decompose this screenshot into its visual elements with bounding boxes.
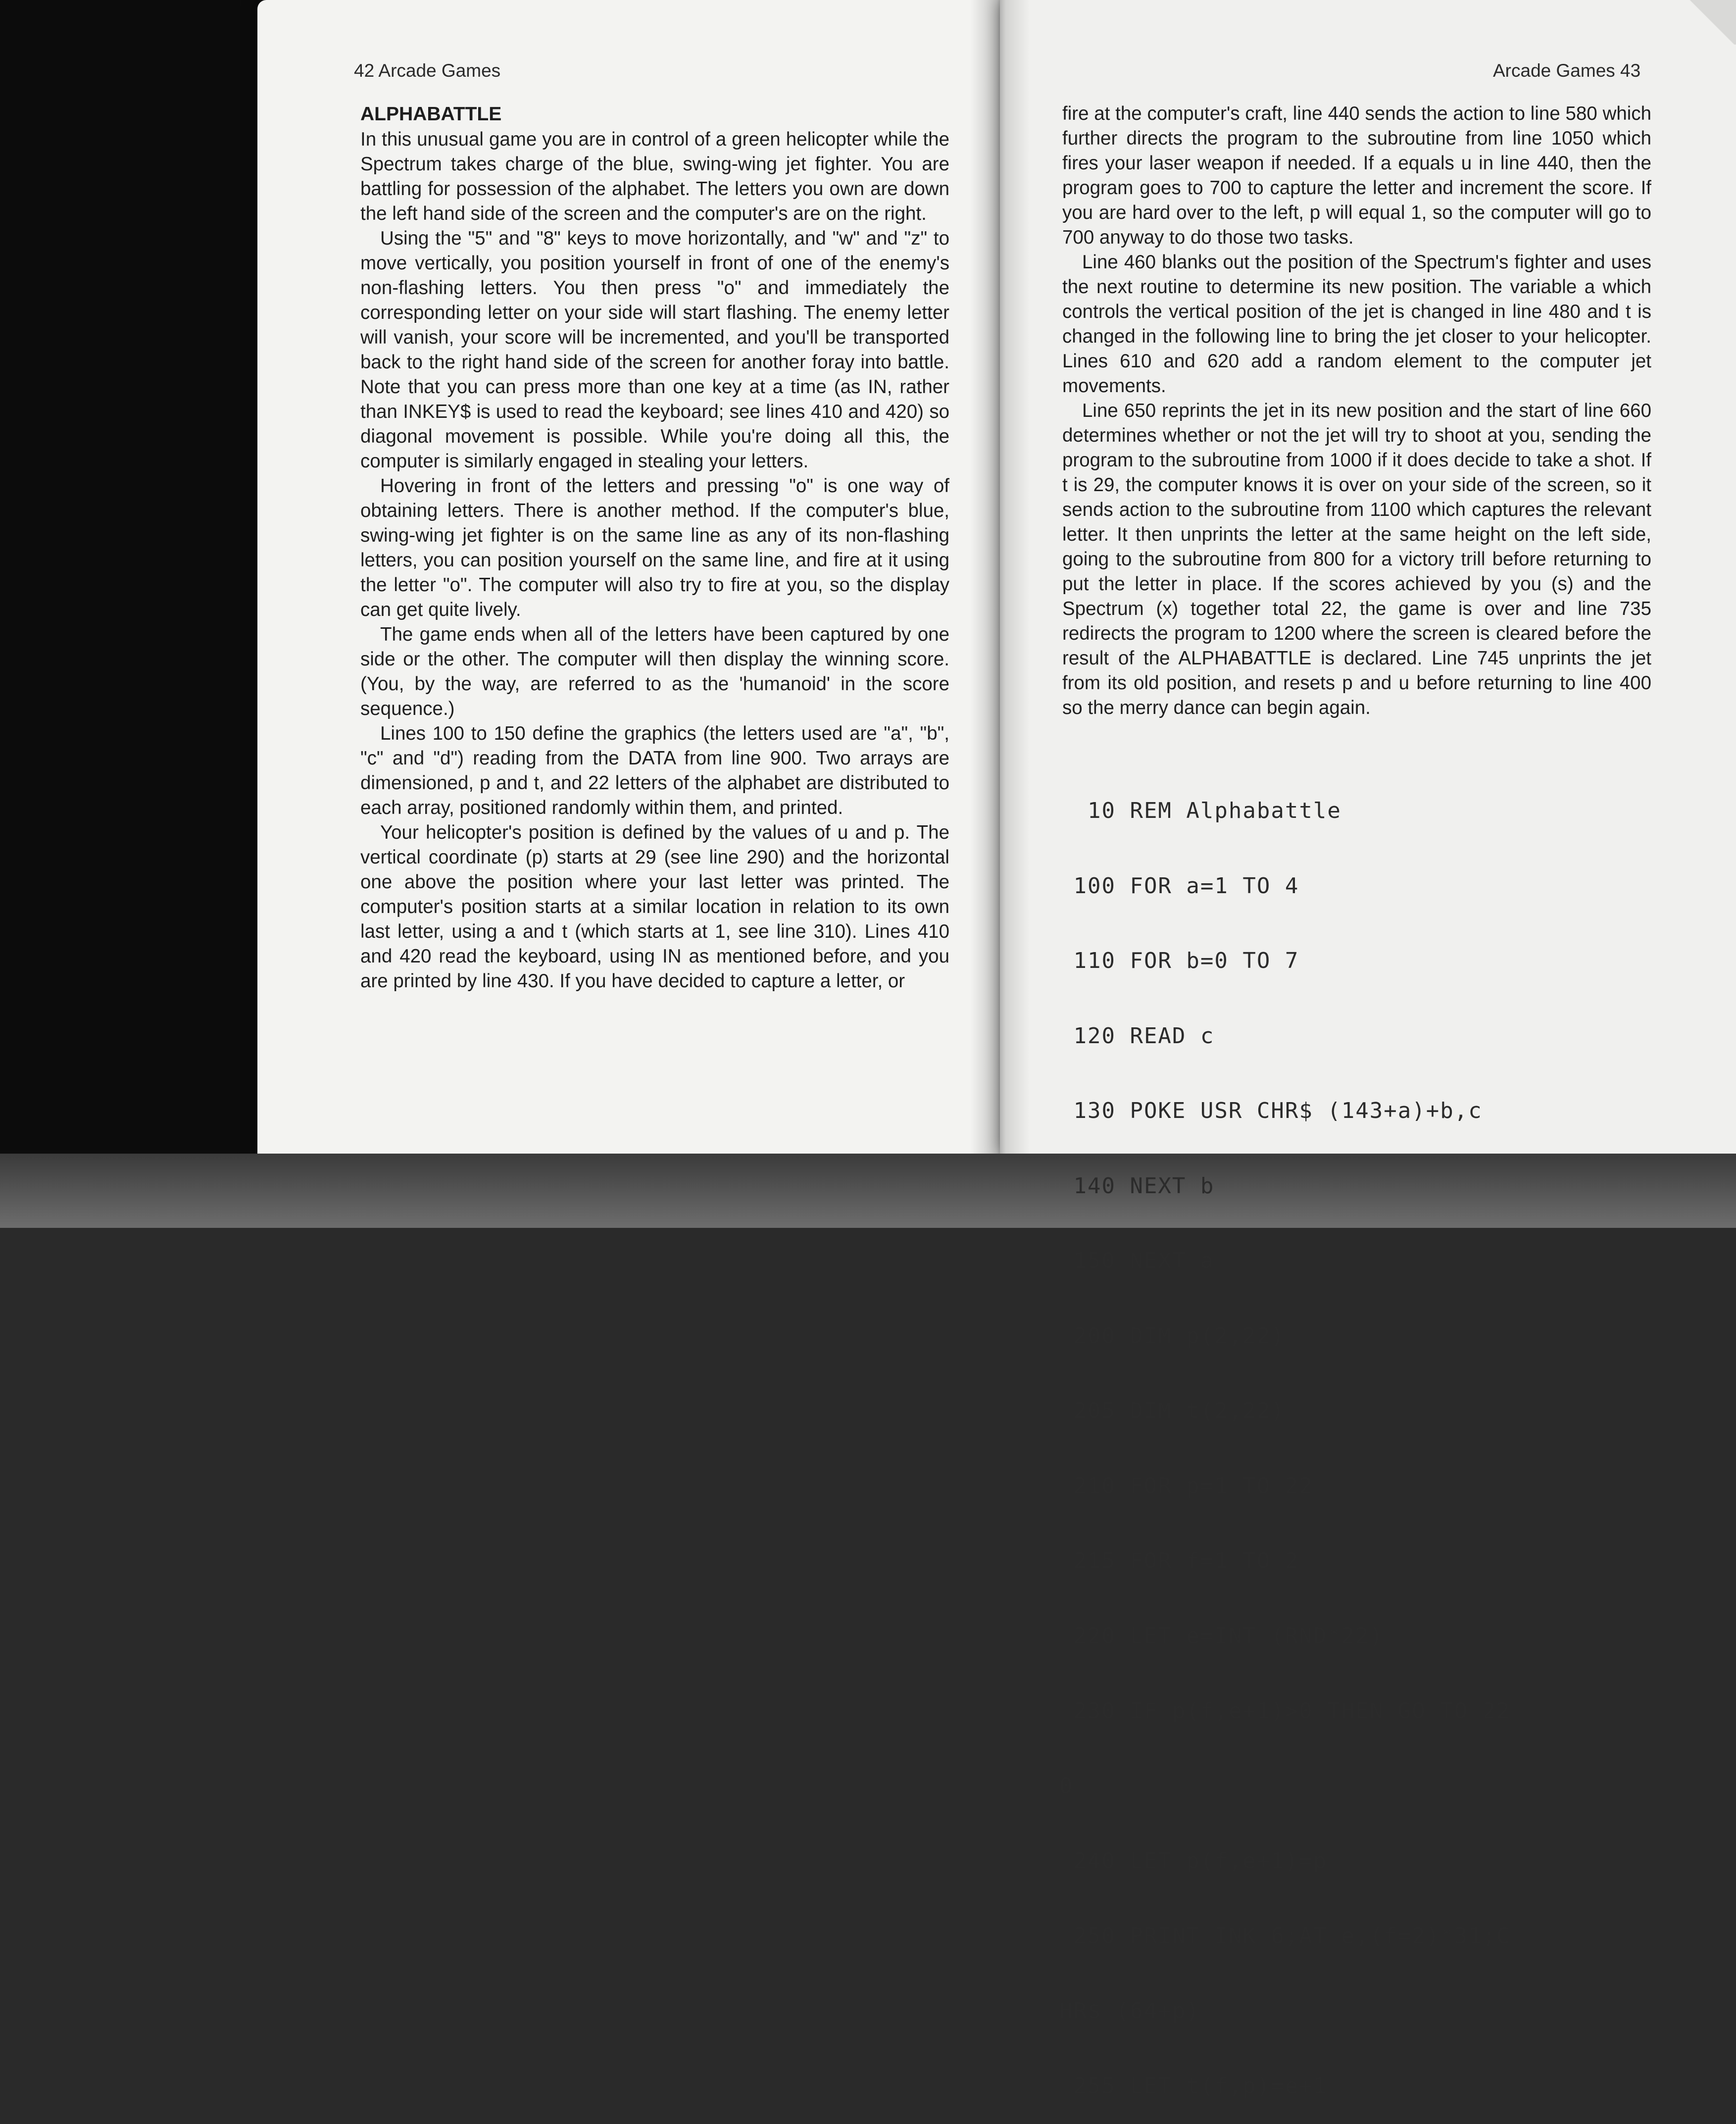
code-line: 230 IF p(f,e+1)>0 THEN GO TO 22 bbox=[1059, 1698, 1511, 1723]
code-line: 130 POKE USR CHR$ (143+a)+b,c bbox=[1059, 1098, 1483, 1123]
code-line: 240 LET p(f,e+1)=p bbox=[1059, 1848, 1328, 1873]
paragraph: In this unusual game you are in control of a green helicopter while the Spectrum takes charge of the blue, swing-wing jet fighter. You are battling for possession of the alphabet. The letters you own are down the left hand side of the screen and the computer's are on the right. bbox=[360, 129, 949, 224]
paragraph: Hovering in front of the letters and pressing "o" is one way of obtaining letters. There is another method. If the computer's blue, swing-wing jet fighter is on the same line as any of its non-flashing letters, you can position yourself on the same line, and fire at it using the letter "o". The computer will also try to fire at you, so the display can get quite lively. bbox=[360, 475, 949, 620]
code-line: 210 FOR p=1 TO 22 bbox=[1059, 1473, 1313, 1499]
article-title: ALPHABATTLE bbox=[360, 103, 502, 125]
code-line: 200 DIM p(2,22) bbox=[1059, 1323, 1285, 1349]
page-corner-fold bbox=[1689, 0, 1736, 45]
code-line: 250 PRINT INK 6;AT e,(f=2)*31;C bbox=[1059, 1923, 1511, 1949]
table-background bbox=[0, 0, 277, 1228]
code-line: 255 LET t(f,p)=e+1 bbox=[1059, 2073, 1328, 2099]
paragraph: Line 460 blanks out the position of the Spectrum's fighter and uses the next routine to determine its new position. The variable a which controls the vertical position of the jet is changed in line 480 and t is changed in the following line to bring the jet closer to your helicopter. Lines 610 and 620 add a random element to the computer jet movements. bbox=[1062, 252, 1651, 397]
paragraph: The game ends when all of the letters have been captured by one side or the other. The computer will then display the winning score. (You, by the way, are referred to as the 'humanoid' in the score sequence.) bbox=[360, 624, 949, 719]
code-line: HR$ (64+p) bbox=[1059, 1998, 1200, 2023]
paragraph: Line 650 reprints the jet in its new position and the start of line 660 determines whether or not the jet will try to shoot at you, sending the program to the subroutine from 1000 if it does decide to take a shot. If t is 29, the computer knows it is over on your side of the screen, so it sends action to the subroutine from 1100 which captures the relevant letter. It then unprints the letter at the same height on the left side, going to the subroutine from 800 for a victory trill before returning to put the letter in place. If the scores achieved by you (s) and the Spectrum (x) together total 22, the game is over and line 735 redirects the program to 1200 where the screen is cleared before the result of the ALPHABATTLE is declared. Line 745 unprints the jet from its old position, and resets p and u before returning to line 400 so the merry dance can begin again. bbox=[1062, 400, 1651, 718]
code-line: 0 bbox=[1059, 1773, 1074, 1799]
code-line: 150 NEXT a bbox=[1059, 1248, 1215, 1273]
paragraph: Using the "5" and "8" keys to move horizontally, and "w" and "z" to move vertically, you position yourself in front of one of the enemy's non-flashing letters. You then press "o" and immediately the corresponding letter on your side will start flashing. The enemy letter will vanish, your score will be incremented, and you'll be transported back to the right hand side of the screen for another foray into battle. Note that you can press more than one key at a time (as IN, rather than INKEY$ is used to read the keyboard; see lines 410 and 420) so diagonal movement is possible. While you're doing all this, the computer is similarly engaged in stealing your letters. bbox=[360, 228, 949, 472]
basic-program-listing bbox=[1059, 749, 1653, 2124]
code-line: 110 FOR b=0 TO 7 bbox=[1059, 948, 1299, 973]
code-line: 205 DIM t(2,22) bbox=[1059, 1398, 1285, 1423]
code-line: 100 FOR a=1 TO 4 bbox=[1059, 873, 1299, 899]
book-gutter bbox=[970, 0, 1030, 1154]
code-line: 10 REM Alphabattle bbox=[1059, 798, 1341, 823]
paragraph: Lines 100 to 150 define the graphics (the letters used are "a", "b", "c" and "d") reading from the DATA from line 900. Two arrays are dimensioned, p and t, and 22 letters of the alphabet are distributed to each array, positioned randomly within them, and printed. bbox=[360, 723, 949, 818]
right-page-header: Arcade Games 43 bbox=[1493, 60, 1641, 81]
code-line: 120 READ c bbox=[1059, 1023, 1215, 1049]
left-page-body bbox=[360, 101, 949, 994]
paragraph: fire at the computer's craft, line 440 sends the action to line 580 which further directs the program to the subroutine from line 1050 which fires your laser weapon if needed. If a equals u in line 440, then the program goes to 700 to capture the letter and increment the score. If you are hard over to the left, p will equal 1, so the computer will go to 700 anyway to do those two tasks. bbox=[1062, 103, 1651, 248]
right-page-body bbox=[1062, 101, 1651, 720]
code-line: 140 NEXT b bbox=[1059, 1173, 1215, 1199]
paragraph: Your helicopter's position is defined by the values of u and p. The vertical coordinate (p) starts at 29 (see line 290) and the horizontal one above the position where your last letter was printed. The computer's position starts at a similar location in relation to its own last letter, using a and t (which starts at 1, see line 310). Lines 410 and 420 read the keyboard, using IN as mentioned before, and you are printed by line 430. If you have decided to capture a letter, or bbox=[360, 822, 949, 992]
code-line: 220 LET e=INT (RND*22) bbox=[1059, 1623, 1384, 1649]
left-page-header: 42 Arcade Games bbox=[354, 60, 501, 81]
code-line: 215 FOR f=1 TO 2 bbox=[1059, 1548, 1299, 1573]
